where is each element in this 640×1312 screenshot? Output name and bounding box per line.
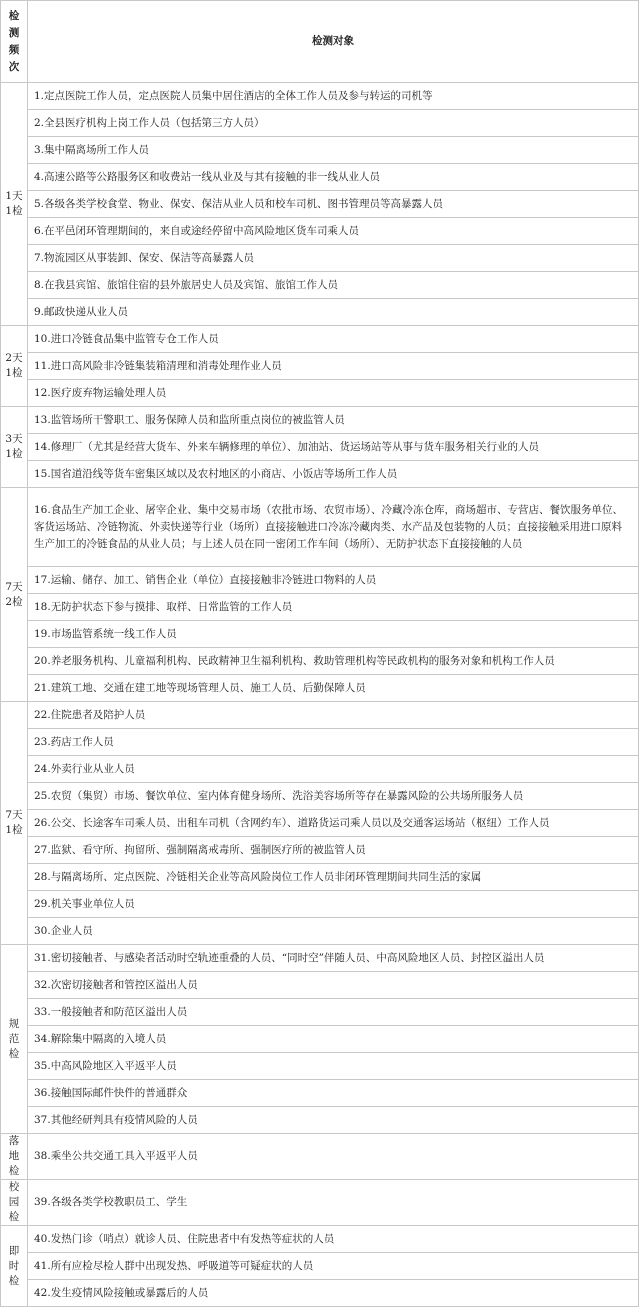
object-item: 3.集中隔离场所工作人员 [28, 137, 639, 164]
frequency-label: 3天 [5, 433, 23, 445]
table-row [1, 83, 639, 110]
header-frequency [1, 1, 28, 83]
table-header-row [1, 1, 639, 83]
frequency-cell [1, 702, 28, 945]
table-row [1, 1180, 639, 1226]
frequency-label: 7天 [5, 809, 23, 821]
frequency-label: 1检 [5, 367, 23, 379]
frequency-label: 检 [8, 1274, 20, 1287]
object-item: 23.药店工作人员 [28, 729, 639, 756]
table-row [1, 567, 639, 594]
table-row [1, 1280, 639, 1307]
frequency-label: 规 [8, 1017, 20, 1030]
frequency-label: 检 [8, 1165, 20, 1177]
frequency-label: 园 [8, 1196, 20, 1208]
table-row [1, 1253, 639, 1280]
object-item: 10.进口冷链食品集中监管专仓工作人员 [28, 326, 639, 353]
frequency-cell [1, 1180, 28, 1226]
object-item: 17.运输、储存、加工、销售企业（单位）直接接触非冷链进口物料的人员 [28, 567, 639, 594]
table-row [1, 648, 639, 675]
frequency-label: 1检 [5, 448, 23, 460]
frequency-label: 时 [8, 1259, 20, 1272]
table-row [1, 110, 639, 137]
object-item: 36.接触国际邮件快件的普通群众 [28, 1080, 639, 1107]
object-item: 27.监狱、看守所、拘留所、强制隔离戒毒所、强制医疗所的被监管人员 [28, 837, 639, 864]
table-row [1, 999, 639, 1026]
frequency-label: 2检 [5, 595, 23, 608]
table-row [1, 783, 639, 810]
object-item: 1.定点医院工作人员，定点医院人员集中居住酒店的全体工作人员及参与转运的司机等 [28, 83, 639, 110]
object-item: 24.外卖行业从业人员 [28, 756, 639, 783]
frequency-label: 7天 [5, 580, 23, 593]
object-item: 41.所有应检尽检人群中出现发热、呼吸道等可疑症状的人员 [28, 1253, 639, 1280]
frequency-label: 校 [8, 1181, 20, 1193]
frequency-label: 1检 [5, 205, 23, 217]
table-row [1, 810, 639, 837]
table-row [1, 488, 639, 567]
table-row [1, 461, 639, 488]
table-row [1, 218, 639, 245]
table-row [1, 945, 639, 972]
object-item: 32.次密切接触者和管控区溢出人员 [28, 972, 639, 999]
table-row [1, 380, 639, 407]
header-frequency-char: 测 [8, 26, 20, 39]
object-item: 14.修理厂（尤其是经营大货车、外来车辆修理的单位）、加油站、货运场站等从事与货车服务相关行业的人员 [28, 434, 639, 461]
object-item: 29.机关事业单位人员 [28, 891, 639, 918]
object-item: 39.各级各类学校教职员工、学生 [28, 1180, 639, 1226]
frequency-label: 即 [8, 1244, 20, 1257]
object-item: 42.发生疫情风险接触或暴露后的人员 [28, 1280, 639, 1307]
table-row [1, 1080, 639, 1107]
table-row [1, 756, 639, 783]
header-frequency-char: 次 [8, 60, 20, 73]
object-item: 33.一般接触者和防范区溢出人员 [28, 999, 639, 1026]
table-row [1, 1053, 639, 1080]
frequency-label: 2天 [5, 352, 23, 364]
frequency-cell [1, 326, 28, 407]
frequency-cell [1, 407, 28, 488]
object-item: 16.食品生产加工企业、屠宰企业、集中交易市场（农批市场、农贸市场）、冷藏冷冻仓库，商场超市、专营店、餐饮服务单位、客货运场站、冷链物流、外卖快递等行业（场所）直接接触进口冷冻冷藏肉类、水产品及包装物的人员；直接接触采用进口原料生产加工的冷链食品的从业人员；与上述人员在同一密闭工作车间（场所）、无防护状态下直接接触的人员 [28, 488, 639, 567]
table-row [1, 272, 639, 299]
object-item: 19.市场监管系统一线工作人员 [28, 621, 639, 648]
object-item: 35.中高风险地区入平返平人员 [28, 1053, 639, 1080]
table-row [1, 326, 639, 353]
object-item: 9.邮政快递从业人员 [28, 299, 639, 326]
table-row [1, 864, 639, 891]
frequency-label: 地 [8, 1150, 20, 1162]
object-item: 31.密切接触者、与感染者活动时空轨迹重叠的人员、“同时空”伴随人员、中高风险地区人员、封控区溢出人员 [28, 945, 639, 972]
header-objects: 检测对象 [28, 1, 639, 83]
table-row [1, 729, 639, 756]
object-item: 30.企业人员 [28, 918, 639, 945]
table-row [1, 675, 639, 702]
header-frequency-char: 检 [8, 9, 20, 22]
frequency-cell [1, 1134, 28, 1180]
table-row [1, 164, 639, 191]
object-item: 20.养老服务机构、儿童福利机构、民政精神卫生福利机构、救助管理机构等民政机构的服务对象和机构工作人员 [28, 648, 639, 675]
table-row [1, 594, 639, 621]
object-item: 22.住院患者及陪护人员 [28, 702, 639, 729]
object-item: 15.国省道沿线等货车密集区域以及农村地区的小商店、小饭店等场所工作人员 [28, 461, 639, 488]
table-row [1, 191, 639, 218]
frequency-cell [1, 1226, 28, 1307]
table-row [1, 837, 639, 864]
frequency-label: 1天 [5, 190, 23, 202]
object-item: 21.建筑工地、交通在建工地等现场管理人员、施工人员、后勤保障人员 [28, 675, 639, 702]
table-row [1, 353, 639, 380]
table-body [1, 83, 639, 1307]
object-item: 37.其他经研判具有疫情风险的人员 [28, 1107, 639, 1134]
object-item: 7.物流园区从事装卸、保安、保洁等高暴露人员 [28, 245, 639, 272]
frequency-cell [1, 83, 28, 326]
object-item: 25.农贸（集贸）市场、餐饮单位、室内体育健身场所、洗浴美容场所等存在暴露风险的公共场所服务人员 [28, 783, 639, 810]
table-row [1, 621, 639, 648]
frequency-label: 1检 [5, 824, 23, 836]
object-item: 13.监管场所干警职工、服务保障人员和监所重点岗位的被监管人员 [28, 407, 639, 434]
table-row [1, 407, 639, 434]
table-row [1, 702, 639, 729]
table-row [1, 1107, 639, 1134]
frequency-label: 落 [8, 1135, 20, 1147]
frequency-label: 检 [8, 1047, 20, 1060]
table-row [1, 245, 639, 272]
frequency-label: 检 [8, 1211, 20, 1223]
header-frequency-char: 频 [8, 43, 20, 56]
object-item: 6.在平邑闭环管理期间的，来自或途经停留中高风险地区货车司乘人员 [28, 218, 639, 245]
object-item: 18.无防护状态下参与摸排、取样、日常监管的工作人员 [28, 594, 639, 621]
table-row [1, 918, 639, 945]
frequency-cell [1, 488, 28, 702]
table-row [1, 434, 639, 461]
table-row [1, 1026, 639, 1053]
object-item: 38.乘坐公共交通工具入平返平人员 [28, 1134, 639, 1180]
table-row [1, 891, 639, 918]
object-item: 40.发热门诊（哨点）就诊人员、住院患者中有发热等症状的人员 [28, 1226, 639, 1253]
object-item: 4.高速公路等公路服务区和收费站一线从业及与其有接触的非一线从业人员 [28, 164, 639, 191]
table-row [1, 137, 639, 164]
table-row [1, 1134, 639, 1180]
object-item: 11.进口高风险非冷链集装箱清理和消毒处理作业人员 [28, 353, 639, 380]
object-item: 12.医疗废弃物运输处理人员 [28, 380, 639, 407]
object-item: 2.全县医疗机构上岗工作人员（包括第三方人员） [28, 110, 639, 137]
table-row [1, 972, 639, 999]
object-item: 5.各级各类学校食堂、物业、保安、保洁从业人员和校车司机、图书管理员等高暴露人员 [28, 191, 639, 218]
frequency-cell [1, 945, 28, 1134]
object-item: 26.公交、长途客车司乘人员、出租车司机（含网约车）、道路货运司乘人员以及交通客运场站（枢纽）工作人员 [28, 810, 639, 837]
frequency-label: 范 [8, 1032, 20, 1045]
table-row [1, 299, 639, 326]
object-item: 34.解除集中隔离的入境人员 [28, 1026, 639, 1053]
object-item: 28.与隔离场所、定点医院、冷链相关企业等高风险岗位工作人员非闭环管理期间共同生活的家属 [28, 864, 639, 891]
table-row [1, 1226, 639, 1253]
object-item: 8.在我县宾馆、旅馆住宿的县外旅居史人员及宾馆、旅馆工作人员 [28, 272, 639, 299]
